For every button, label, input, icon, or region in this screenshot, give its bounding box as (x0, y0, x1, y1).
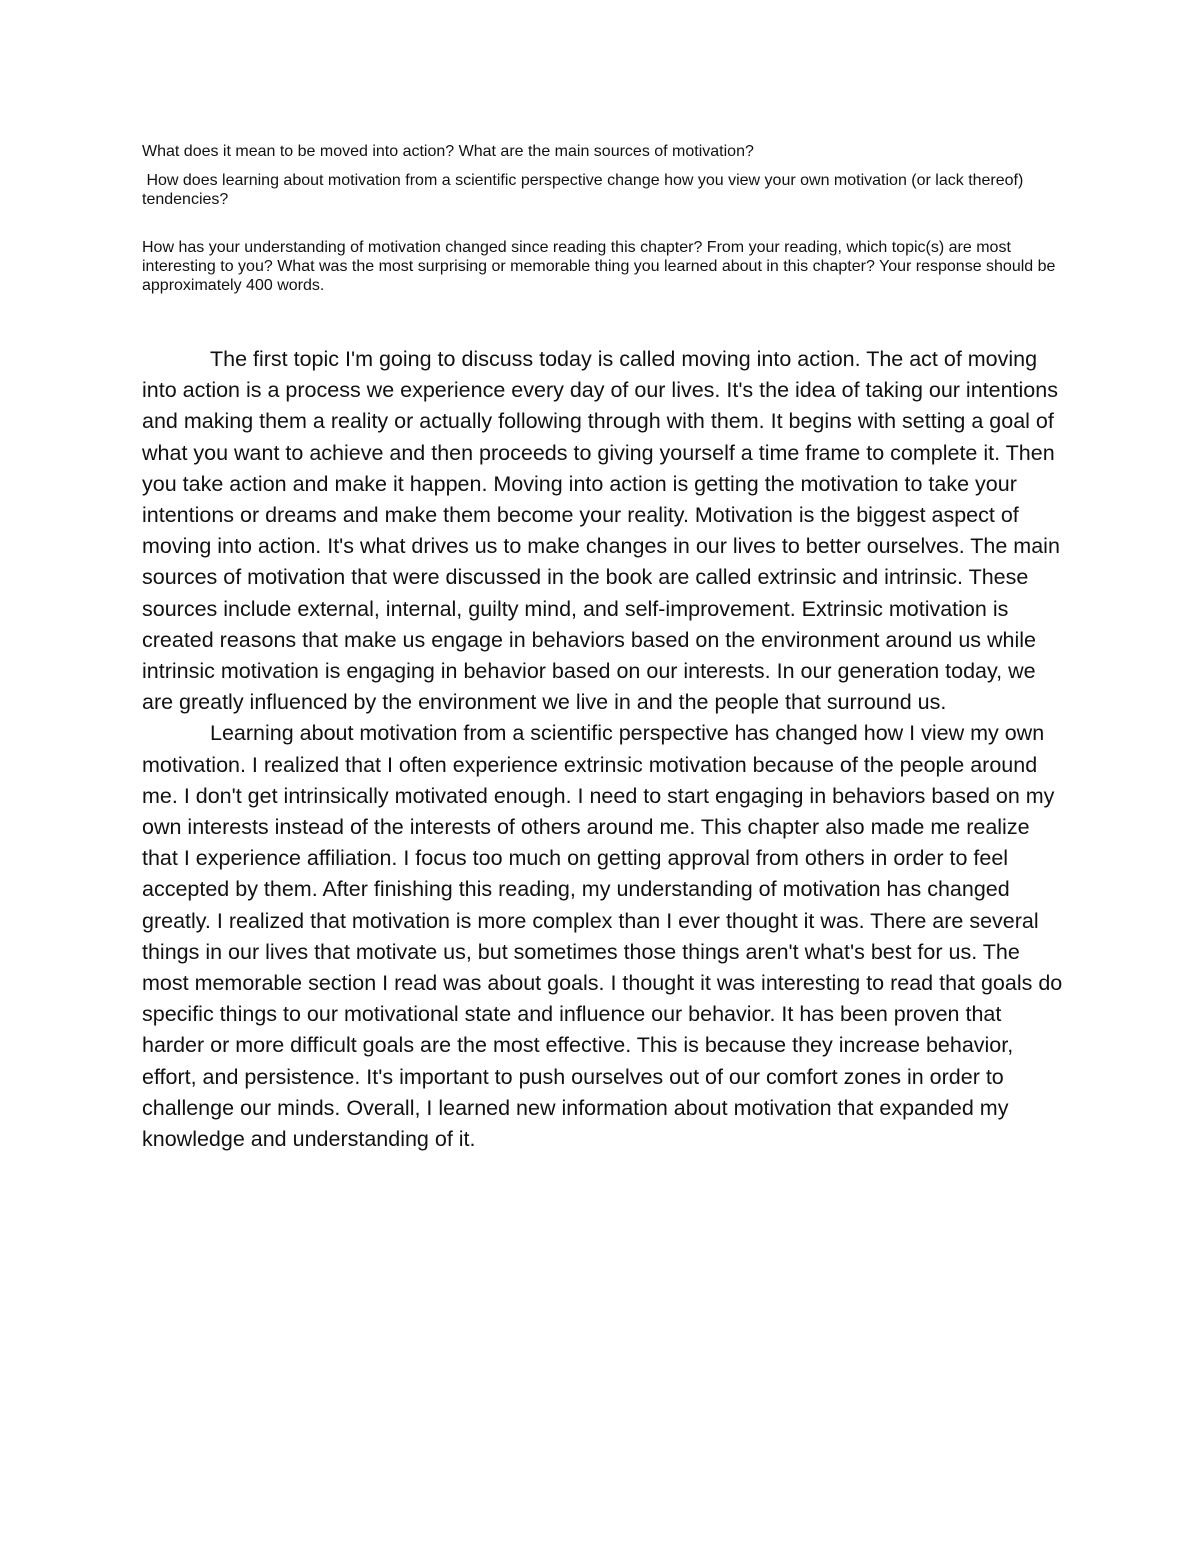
essay-body (142, 344, 1064, 1155)
assignment-prompts (142, 142, 1062, 295)
prompt-question-1: What does it mean to be moved into action? What are the main sources of motivation? (142, 143, 754, 160)
prompt-question-3: How has your understanding of motivation changed since reading this chapter? From your reading, which topic(s) are most interesting to you? What was the most surprising or memorable thing you learned about in this chapter? Your response should be approximately 400 words. (142, 239, 1060, 294)
prompt-question-2: How does learning about motivation from a scientific perspective change how you view your own motivation (or lack thereof) tendencies? (142, 172, 1028, 208)
essay-paragraph-1: The first topic I'm going to discuss today is called moving into action. The act of moving into action is a process we experience every day of our lives. It's the idea of taking our intentions and making them a reality or actually following through with them. It begins with setting a goal of what you want to achieve and then proceeds to giving yourself a time frame to complete it. Then you take action and make it happen. Moving into action is getting the motivation to take your intentions or dreams and make them become your reality. Motivation is the biggest aspect of moving into action. It's what drives us to make changes in our lives to better ourselves. The main sources of motivation that were discussed in the book are called extrinsic and intrinsic. These sources include external, internal, guilty mind, and self-improvement. Extrinsic motivation is created reasons that make us engage in behaviors based on the environment around us while intrinsic motivation is engaging in behavior based on our interests. In our generation today, we are greatly influenced by the environment we live in and the people that surround us. (142, 347, 1060, 715)
essay-paragraph-2: Learning about motivation from a scientific perspective has changed how I view my own motivation. I realized that I often experience extrinsic motivation because of the people around me. I don't get intrinsically motivated enough. I need to start engaging in behaviors based on my own interests instead of the interests of others around me. This chapter also made me realize that I experience affiliation. I focus too much on getting approval from others in order to feel accepted by them. After finishing this reading, my understanding of motivation has changed greatly. I realized that motivation is more complex than I ever thought it was. There are several things in our lives that motivate us, but sometimes those things aren't what's best for us. The most memorable section I read was about goals. I thought it was interesting to read that goals do specific things to our motivational state and influence our behavior. It has been proven that harder or more difficult goals are the most effective. This is because they increase behavior, effort, and persistence. It's important to push ourselves out of our comfort zones in order to challenge our minds. Overall, I learned new information about motivation that expanded my knowledge and understanding of it. (142, 721, 1063, 1152)
